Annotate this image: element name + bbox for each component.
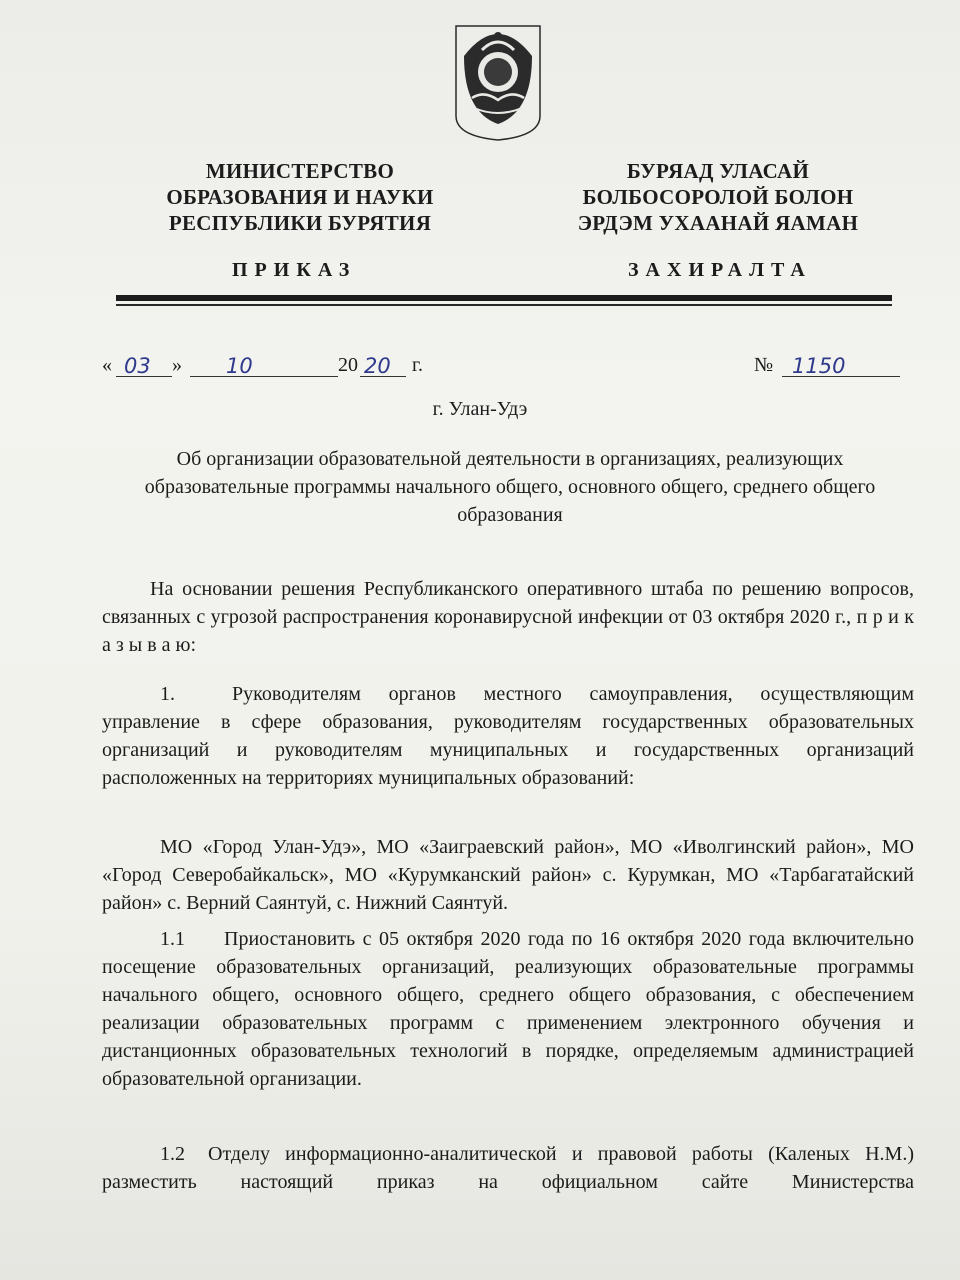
number-label: № [754,354,774,376]
document-title: Об организации образовательной деятельности в организациях, реализующих образовательные программы начального общего, основного общего, среднего общего образования [144,448,876,526]
ministry-name-line: БОЛБОСОРОЛОЙ БОЛОН [582,185,854,209]
municipalities-list: МО «Город Улан-Удэ», МО «Заиграевский район», МО «Иволгинский район», МО «Город Северобайкальск», МО «Курумканский район» с. Курумкан, МО «Тарбагатайский район» с. Верний Саянтуй, с. Нижний Саянтуй. [102,836,914,914]
ministry-name-line: РЕСПУБЛИКИ БУРЯТИЯ [168,211,432,235]
handwritten-day: 03 [124,354,151,378]
paragraph-1-2-text: Отделу информационно-аналитической и правовой работы (Каленых Н.М.) разместить настоящий приказ на официальном сайте Министерства [102,1143,914,1193]
date-number-line [102,350,902,384]
year-prefix: 20 [338,354,358,376]
header-rule-thin [116,304,892,306]
paragraph-1-1 [102,925,914,1093]
ministry-name-line: МИНИСТЕРСТВО [205,159,395,183]
paragraph-1-1-number: 1.1 [160,928,185,950]
ministry-name-buryat [548,158,888,236]
quote-close: » [172,354,182,376]
year-unit: г. [412,354,423,376]
doc-type-buryat: ЗАХИРАЛТА [628,259,812,281]
handwritten-year: 20 [364,354,391,378]
ministry-name-line: ЭРДЭМ УХААНАЙ ЯАМАН [577,211,859,235]
paragraph-1 [102,680,914,792]
paragraph-1-number: 1. [160,683,175,705]
city: г. Улан-Удэ [432,398,528,420]
paragraph-1-text: Руководителям органов местного самоуправления, осуществляющим управление в сфере образования, руководителям государственных образовательных организаций и руководителям муниципальных и государственных организаций расположенных на территориях муниципальных образований: [102,683,914,789]
ministry-name-line: БУРЯАД УЛАСАЙ [626,159,810,183]
coat-of-arms-emblem [452,20,544,142]
ministry-name-russian [110,158,490,236]
quote-open: « [102,354,112,376]
ministry-name-line: ОБРАЗОВАНИЯ И НАУКИ [166,185,434,209]
handwritten-number: 1150 [792,354,846,378]
paragraph-1-1-text: Приостановить с 05 октября 2020 года по 16 октября 2020 года включительно посещение образовательных организаций, реализующих образовательные программы начального общего, основного общего, среднего общего образования, с обеспечением реализации образовательных программ с применением электронного обучения и дистанционных образовательных технологий в порядке, определяемым администрацией образовательной организации. [102,928,914,1090]
doc-type-russian: ПРИКАЗ [232,259,357,281]
month-underline [190,376,338,377]
intro-paragraph: На основании решения Республиканского оперативного штаба по решению вопросов, связанных с угрозой распространения коронавирусной инфекции от 03 октября 2020 г., п р и к а з ы в а ю: [102,578,914,656]
header-rule-thick [116,295,892,301]
handwritten-month: 10 [226,354,253,378]
paragraph-1-2 [102,1140,914,1196]
paragraph-1-2-number: 1.2 [160,1143,185,1165]
